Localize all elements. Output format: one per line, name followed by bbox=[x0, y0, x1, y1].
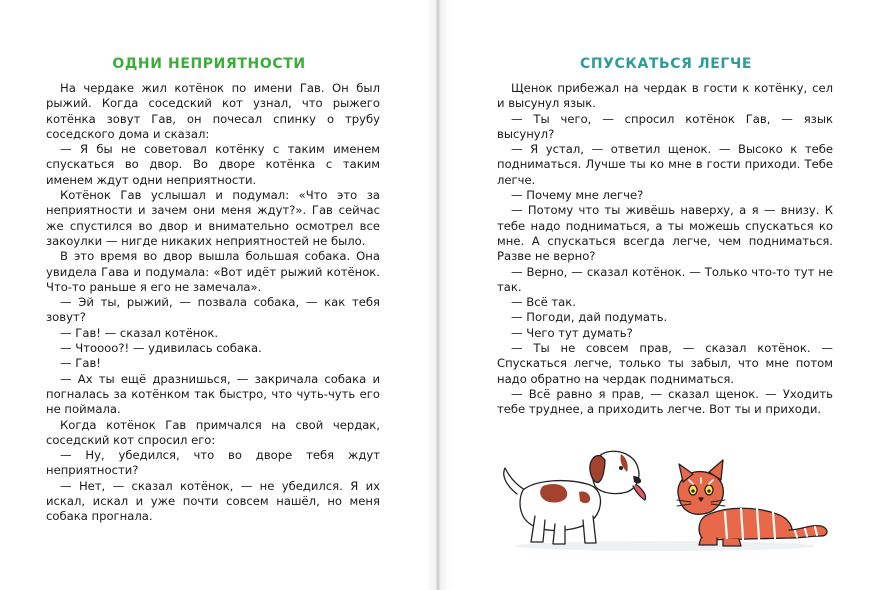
paragraph: — Эй ты, рыжий, — позвала собака, — как тебя зовут? bbox=[46, 295, 380, 325]
paragraph: — Ты чего, — спросил котёнок Гав, — язык высунул? bbox=[497, 111, 833, 141]
paragraph: — Чтоооо?! — удивилась собака. bbox=[60, 341, 262, 356]
kitten-drawing bbox=[677, 460, 827, 546]
paragraph: В это время во двор вышла большая собака. Она увидела Гава и подумала: «Вот идёт рыжий котёнок. Что-то раньше я его не замечала». bbox=[46, 249, 380, 294]
puppy-and-kitten-illustration bbox=[495, 446, 835, 556]
paragraph: — Я бы не советовал котёнку с таким именем спускаться во двор. Во дворе котёнка с таким именем ждут одни неприятности. bbox=[46, 142, 380, 187]
paragraph: — Ты не совсем прав, — сказал котёнок. — Спускаться легче, только ты забыл, что мне потом надо обратно на чердак подниматься. bbox=[497, 341, 833, 386]
right-page bbox=[439, 0, 875, 590]
paragraph: Щенок прибежал на чердак в гости к котёнку, сел и высунул язык. bbox=[497, 81, 833, 111]
paragraph: На чердаке жил котёнок по имени Гав. Он был рыжий. Когда соседский кот узнал, что рыжего котёнка зовут Гав, он почесал спинку о трубу соседского дома и сказал: bbox=[46, 81, 380, 141]
paragraph: — Гав! — сказал котёнок. bbox=[60, 325, 219, 340]
paragraph: — Я устал, — ответил щенок. — Высоко к тебе подниматься. Лучше ты ко мне в гости приходи. Тебе легче. bbox=[497, 142, 833, 187]
paragraph: — Нет, — сказал котёнок, — не убедился. Я их искал, искал и уже почти совсем нашёл, но меня собака прогнала. bbox=[46, 478, 380, 524]
paragraph: — Чего тут думать? bbox=[511, 325, 633, 340]
paragraph: — Ах ты ещё дразнишься, — закричала собака и погналась за котёнком так быстро, что чуть-чуть его не поймала. bbox=[46, 371, 380, 417]
right-page-title: СПУСКАТЬСЯ ЛЕГЧЕ bbox=[579, 56, 753, 72]
left-page-text bbox=[46, 81, 380, 525]
paragraph: Котёнок Гав услышал и подумал: «Что это за неприятности и зачем они меня ждут?». Гав сейчас же спустился во двор и внимательно осмотрел все закоулки — нигде никаких неприятностей не было. bbox=[46, 188, 380, 248]
paragraph: — Всё так. bbox=[511, 295, 576, 310]
paragraph: — Верно, — сказал котёнок. — Только что-то тут не так. bbox=[497, 264, 833, 294]
right-page-text bbox=[497, 81, 833, 418]
paragraph: — Гав! bbox=[60, 356, 101, 371]
paragraph: — Потому что ты живёшь наверху, а я — внизу. К тебе надо подниматься, а ты можешь спускаться ко мне. А спускаться всегда легче, чем подниматься. Разве не верно? bbox=[497, 203, 833, 264]
left-page-title: ОДНИ НЕПРИЯТНОСТИ bbox=[112, 56, 306, 72]
paragraph: — Почему мне легче? bbox=[511, 188, 644, 203]
puppy-drawing bbox=[504, 451, 646, 544]
paragraph: Когда котёнок Гав примчался на свой чердак, соседский кот спросил его: bbox=[46, 417, 380, 447]
paragraph: — Всё равно я прав, — сказал щенок. — Уходить тебе труднее, а приходить легче. Вот ты и приходи. bbox=[497, 386, 833, 417]
paragraph: — Погоди, дай подумать. bbox=[511, 310, 668, 325]
left-page bbox=[0, 0, 437, 590]
paragraph: — Ну, убедился, что во дворе тебя ждут неприятности? bbox=[46, 448, 380, 478]
